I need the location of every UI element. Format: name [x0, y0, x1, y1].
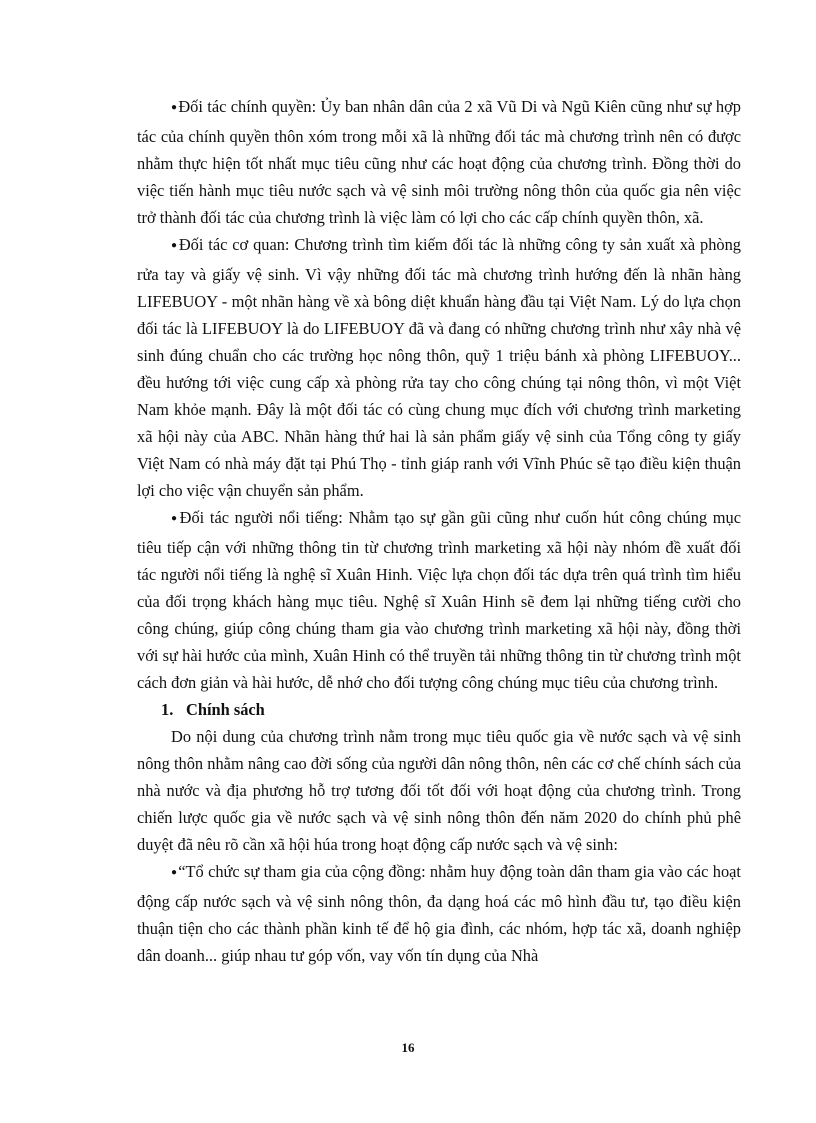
- section-heading: [137, 696, 741, 723]
- paragraph-celebrity-partner: ● Đối tác người nổi tiếng: Nhằm tạo sự gần gũi cũng như cuốn hút công chúng mục tiêu tiếp cận với những thông tin từ chương trình marketing xã hội này nhóm đề xuất đối tác người nổi tiếng là nghệ sĩ Xuân Hinh. Việc lựa chọn đối tác dựa trên quá trình tìm hiểu của đối trọng khách hàng mục tiêu. Nghệ sĩ Xuân Hinh sẽ đem lại những tiếng cười cho công chúng, giúp công chúng tham gia vào chương trình marketing xã hội này, đồng thời với sự hài hước của mình, Xuân Hinh có thể truyền tải những thông tin từ chương trình một cách đơn giản và hài hước, dễ nhớ cho đối tượng công chúng mục tiêu của chương trình.: [137, 504, 741, 696]
- document-page: [137, 93, 741, 969]
- paragraph-policy: Do nội dung của chương trình nằm trong mục tiêu quốc gia về nước sạch và vệ sinh nông thôn nhằm nâng cao đời sống của người dân nông thôn, nên các cơ chế chính sách của nhà nước và địa phương hỗ trợ tương đối tốt đối với hoạt động của chương trình. Trong chiến lược quốc gia về nước sạch và vệ sinh nông thôn đến năm 2020 do chính phủ phê duyệt đã nêu rõ cần xã hội húa trong hoạt động cấp nước sạch và vệ sinh:: [137, 727, 741, 854]
- paragraph-government-partner: ● Đối tác chính quyền: Ủy ban nhân dân của 2 xã Vũ Di và Ngũ Kiên cũng như sự hợp tác của chính quyền thôn xóm trong mỗi xã là những đối tác mà chương trình nên có được nhằm thực hiện tốt nhất mục tiêu cũng như các hoạt động của chương trình. Đồng thời do việc tiến hành mục tiêu nước sạch và vệ sinh môi trường nông thôn của quốc gia nên việc trở thành đối tác của chương trình là việc làm có lợi cho các cấp chính quyền thôn, xã.: [137, 93, 741, 231]
- page-number: 16: [401, 1040, 415, 1055]
- section-number: 1.: [161, 700, 174, 719]
- paragraph-agency-partner: ● Đối tác cơ quan: Chương trình tìm kiếm đối tác là những công ty sản xuất xà phòng rửa tay và giấy vệ sinh. Vì vậy những đối tác mà chương trình hướng đến là nhãn hàng LIFEBUOY - một nhãn hàng về xà bông diệt khuẩn hàng đầu tại Việt Nam. Lý do lựa chọn đối tác là LIFEBUOY là do LIFEBUOY đã và đang có những chương trình như xây nhà vệ sinh đúng chuẩn cho các trường học nông thôn, quỹ 1 triệu bánh xà phòng LIFEBUOY... đều hướng tới việc cung cấp xà phòng rửa tay cho công chúng tại nông thôn, vì một Việt Nam khỏe mạnh. Đây là một đối tác có cùng chung mục đích với chương trình marketing xã hội này của ABC. Nhãn hàng thứ hai là sản phẩm giấy vệ sinh của Tổng công ty giấy Việt Nam có nhà máy đặt tại Phú Thọ - tỉnh giáp ranh với Vĩnh Phúc sẽ tạo điều kiện thuận lợi cho việc vận chuyển sản phẩm.: [137, 231, 741, 504]
- paragraph-quote: ● “Tổ chức sự tham gia của cộng đồng: nhằm huy động toàn dân tham gia vào các hoạt động cấp nước sạch và vệ sinh nông thôn, đa dạng hoá các mô hình đầu tư, tạo điều kiện thuận tiện cho các thành phần kinh tế để hộ gia đình, các nhóm, hợp tác xã, doanh nghiệp dân doanh... giúp nhau tư góp vốn, vay vốn tín dụng của Nhà: [137, 858, 741, 969]
- section-title: Chính sách: [186, 700, 265, 719]
